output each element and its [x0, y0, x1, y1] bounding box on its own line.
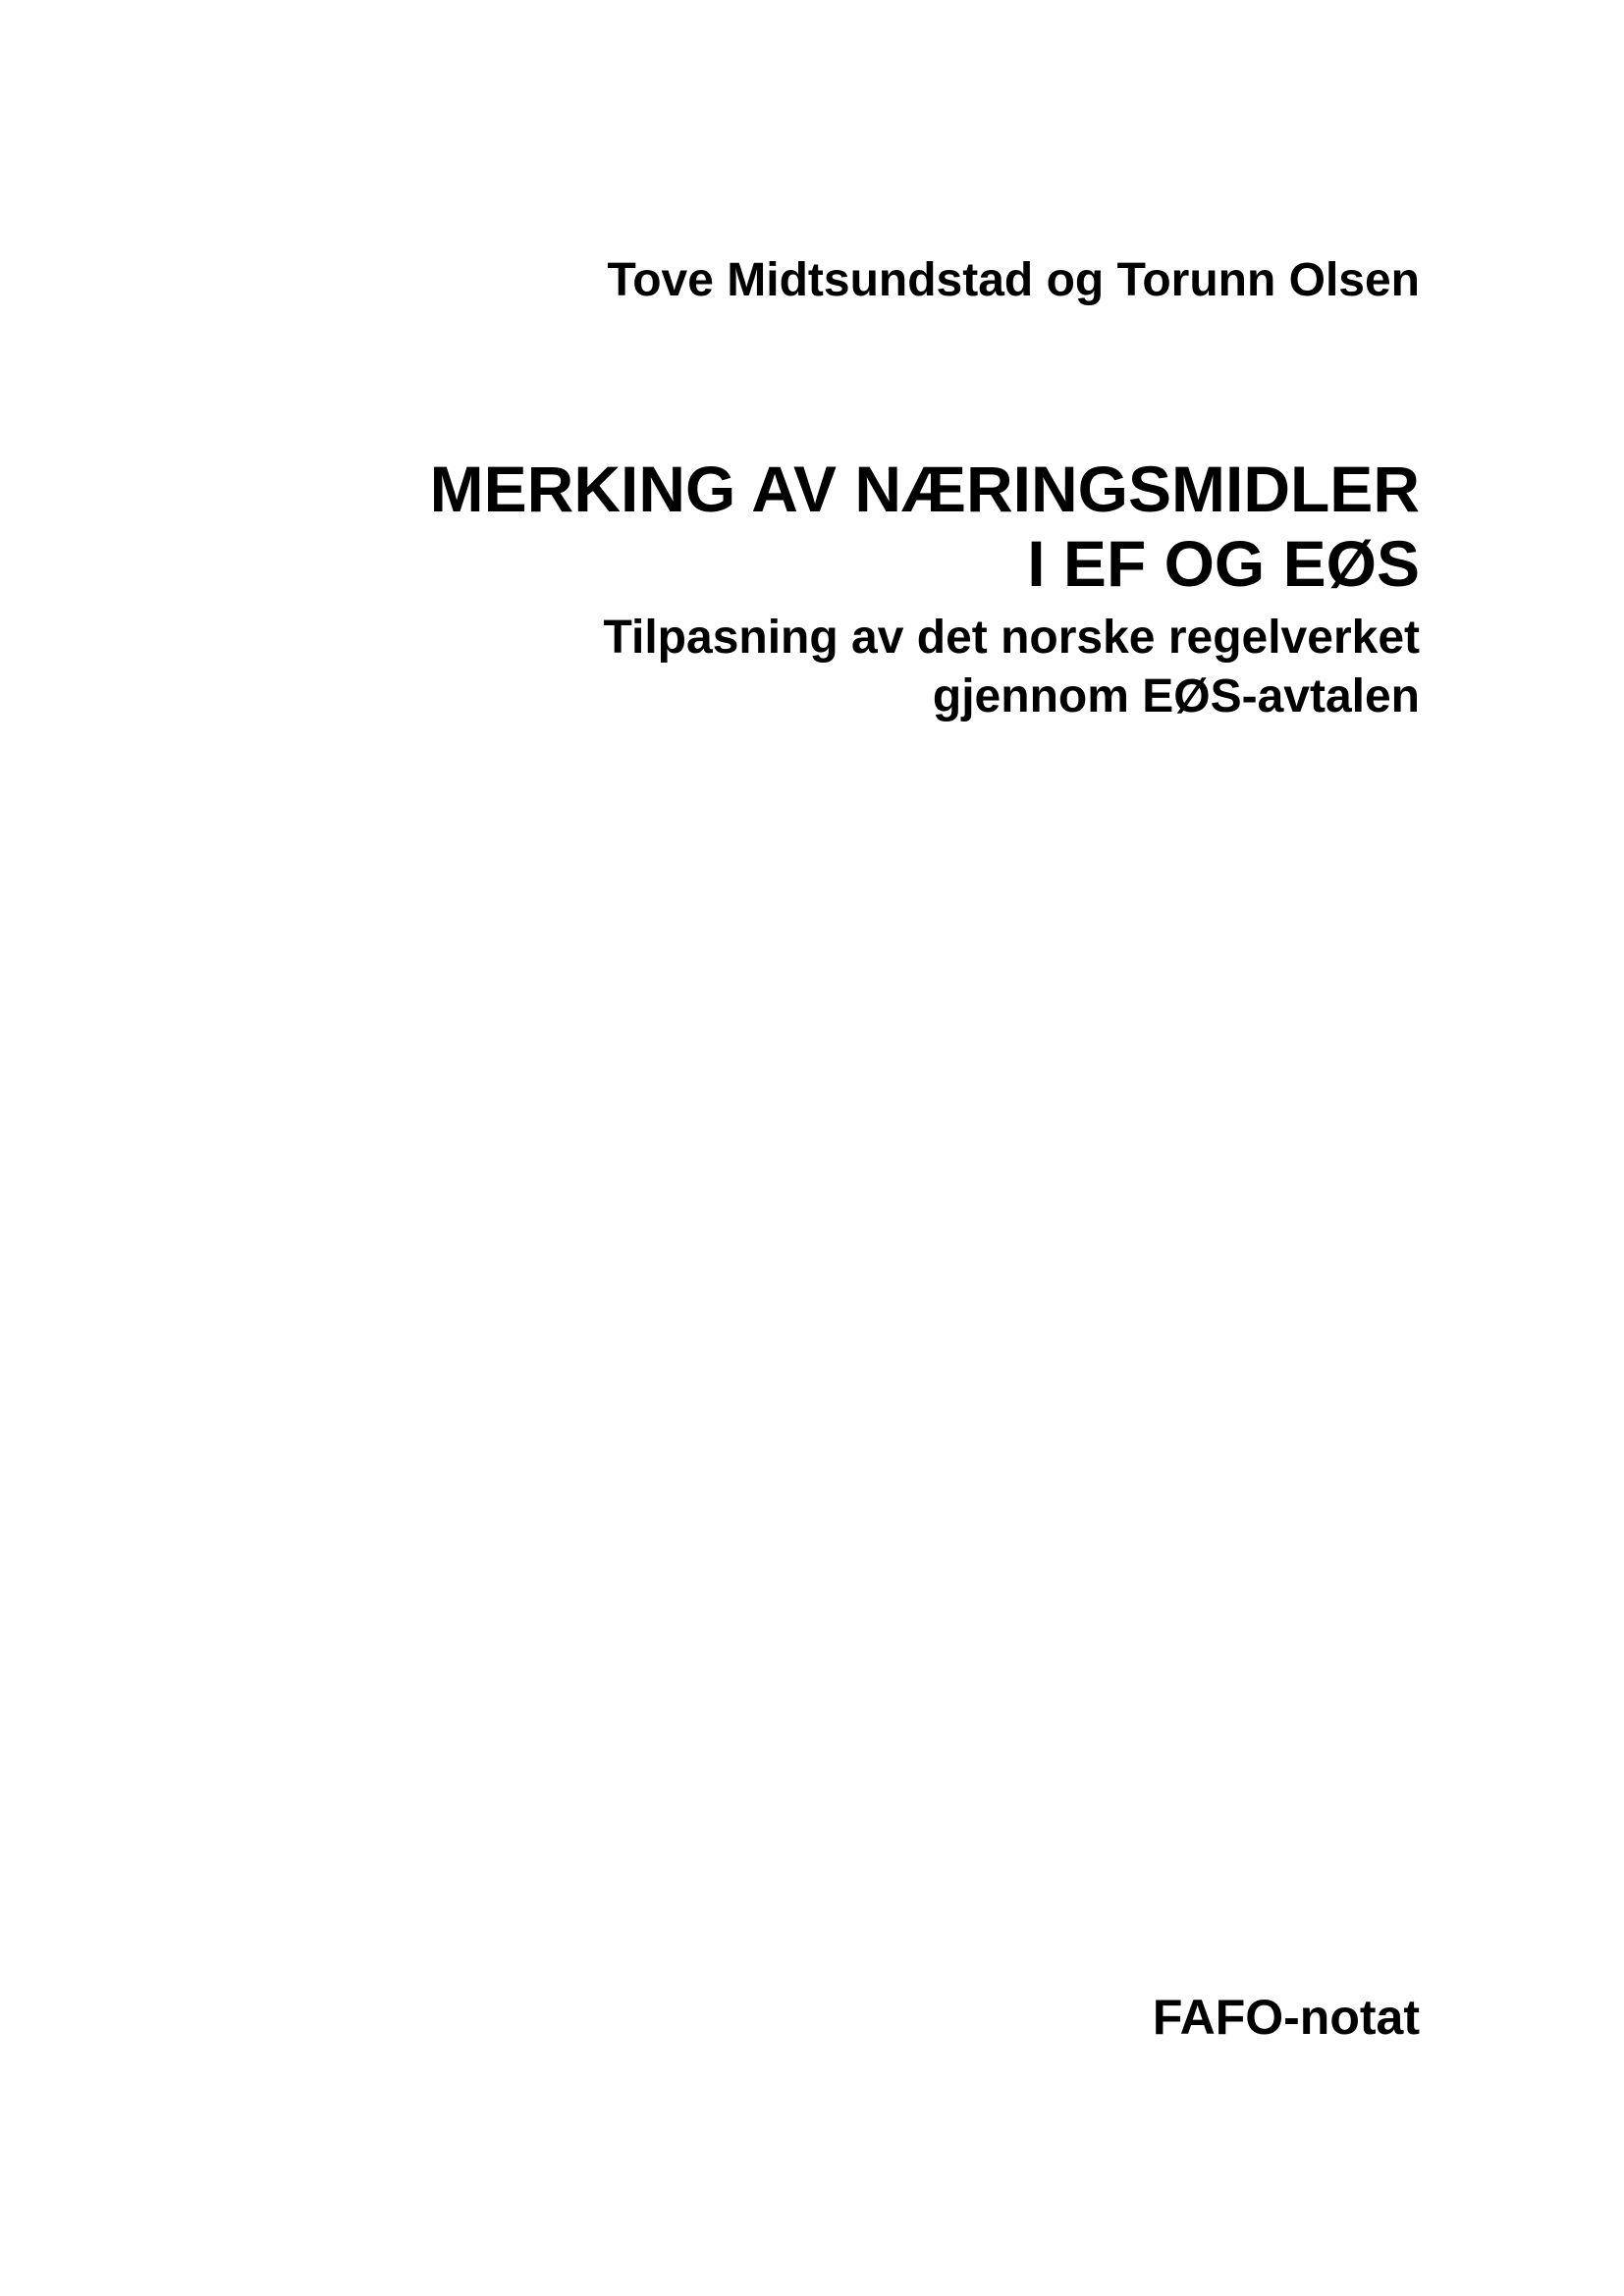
authors: Tove Midtsundstad og Torunn Olsen	[607, 254, 1420, 306]
series-label: FAFO-notat	[1152, 1990, 1420, 2045]
subtitle-line-1: Tilpasning av det norske regelverket	[603, 612, 1420, 664]
title-line-1: MERKING AV NÆRINGSMIDLER	[429, 453, 1420, 525]
document-subtitle	[604, 609, 1420, 726]
subtitle-line-2: gjennom EØS-avtalen	[932, 670, 1420, 722]
title-line-2: I EF OG EØS	[1027, 527, 1420, 600]
document-title	[430, 452, 1420, 601]
